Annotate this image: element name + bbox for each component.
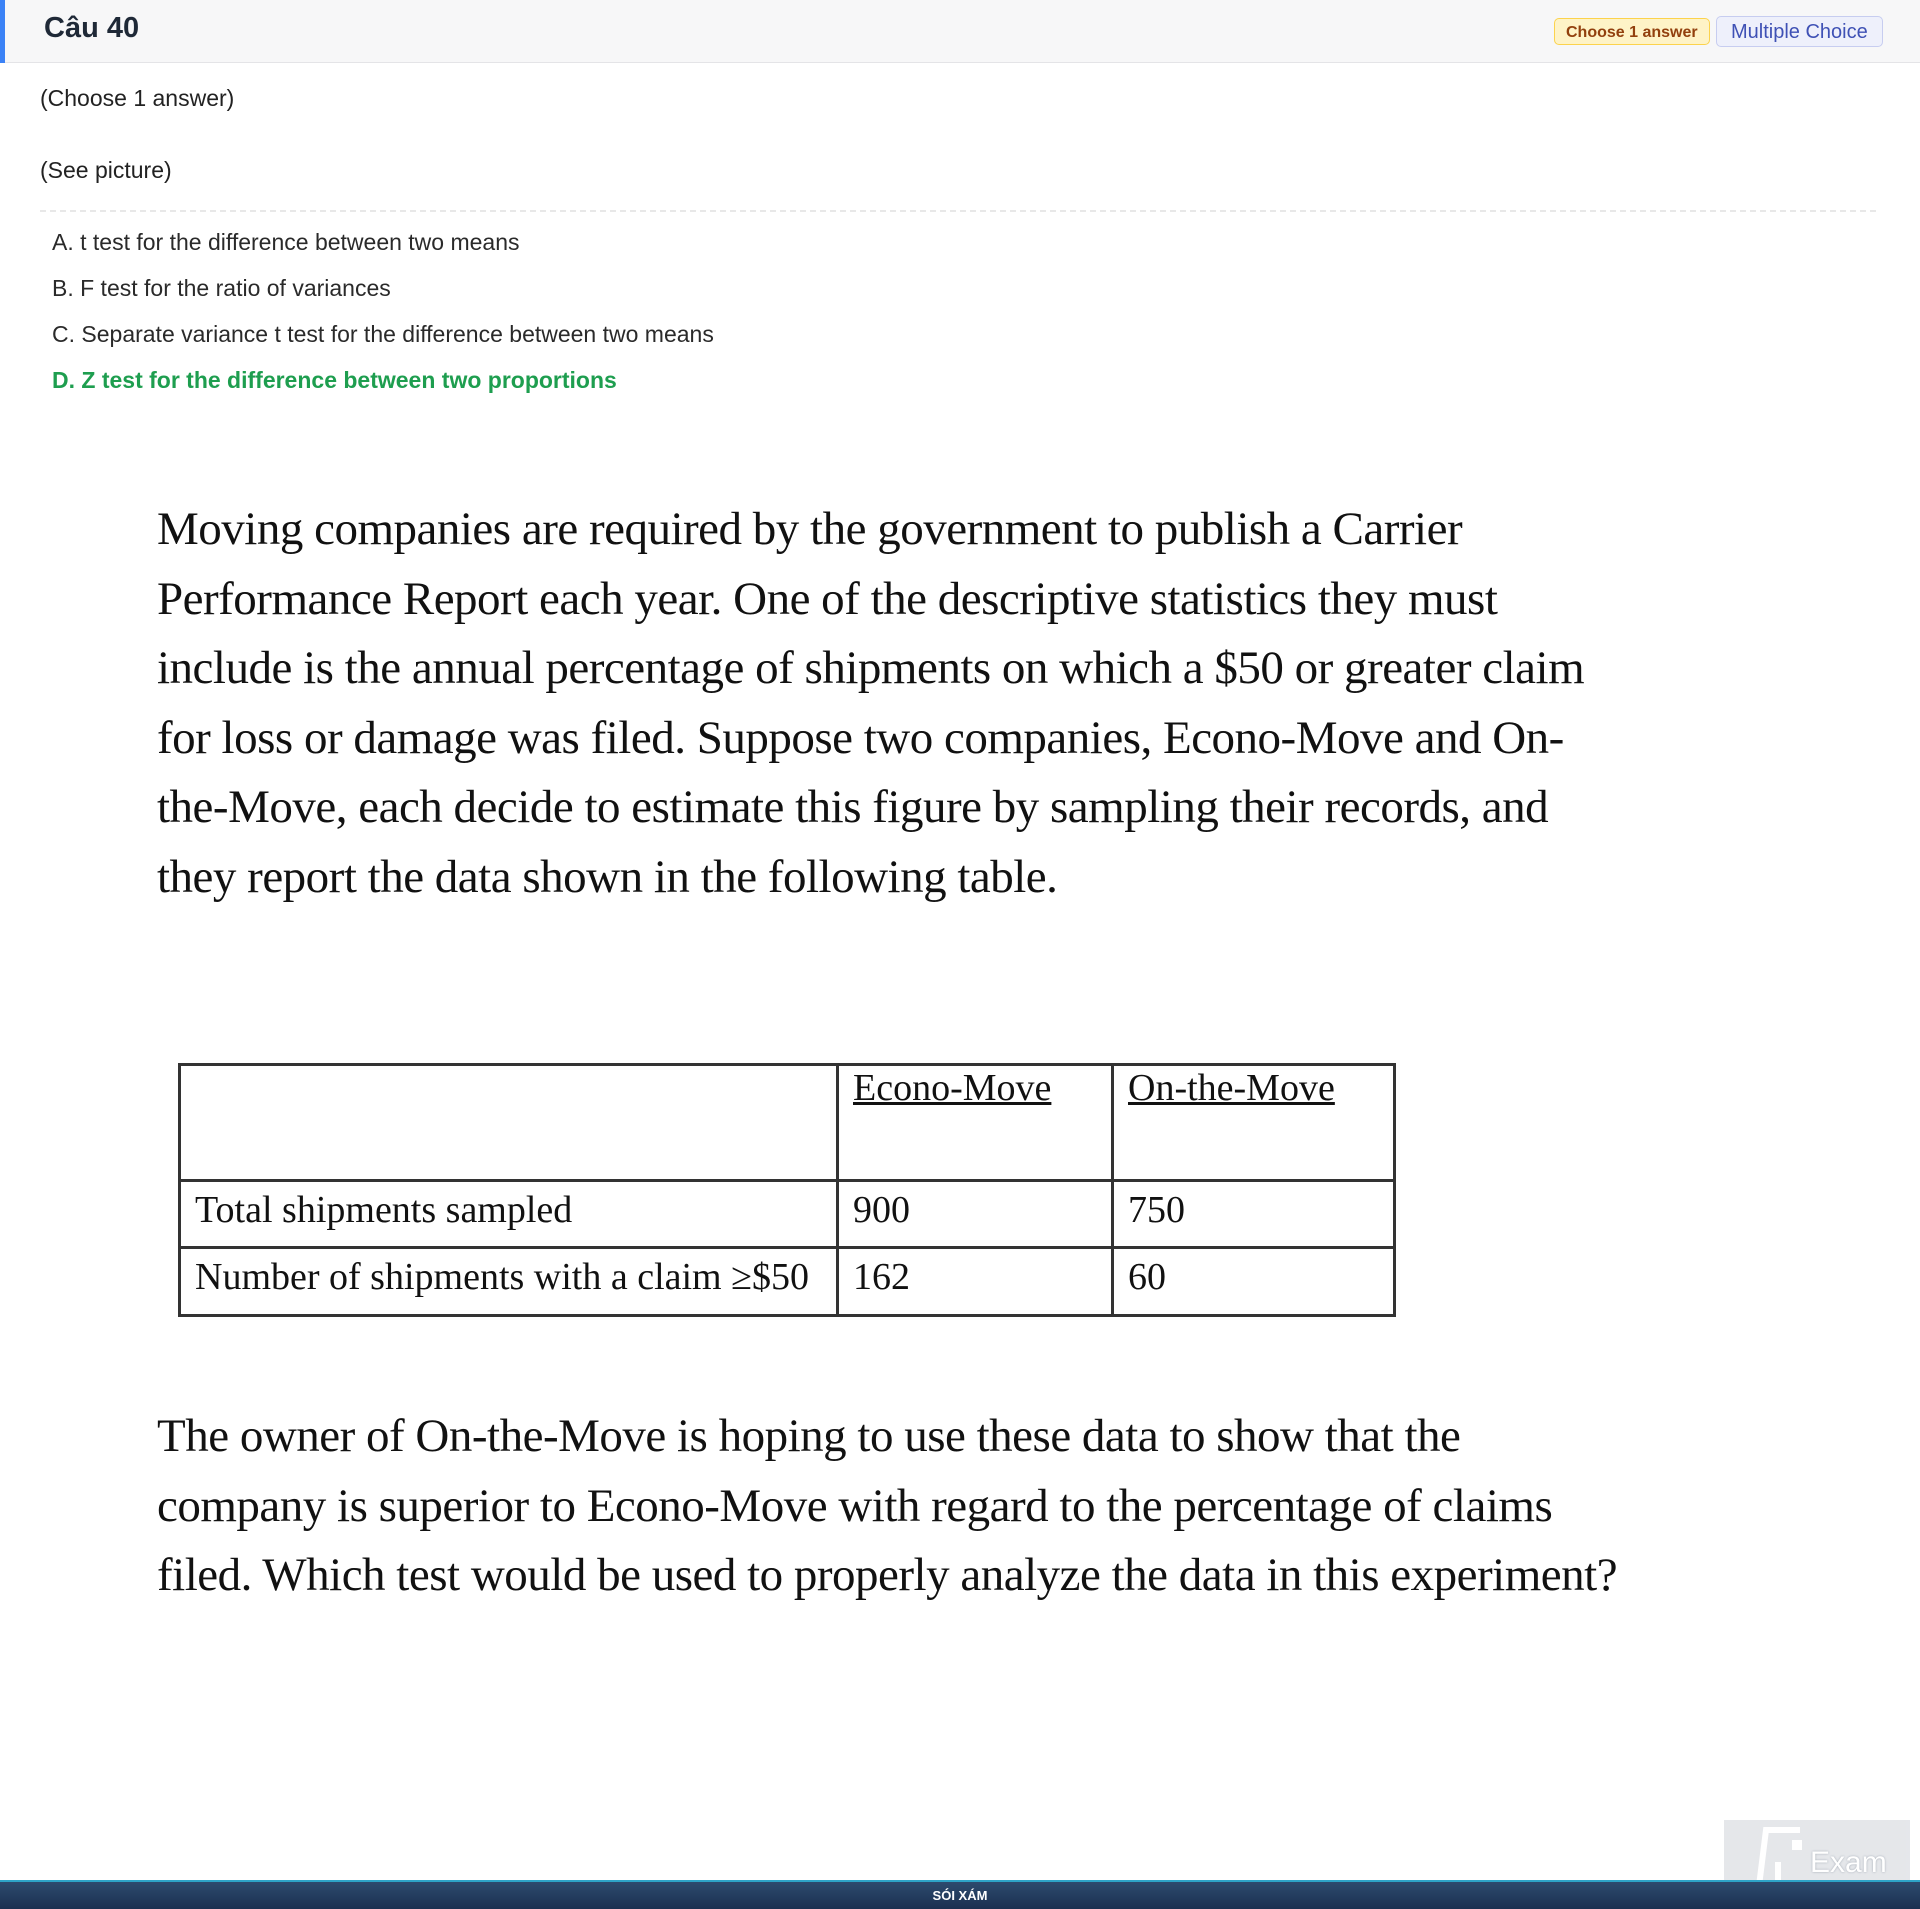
question-header <box>0 0 1920 63</box>
table-cell-value: 900 <box>838 1181 1113 1248</box>
picture-paragraph-question: The owner of On-the-Move is hoping to use these data to show that the company is superior to Econo-Move with regard to the percentage of claims filed. Which test would be used to properly analyze the data in this experiment? <box>157 1410 1618 1601</box>
divider <box>40 210 1876 212</box>
question-picture <box>0 470 1920 1700</box>
choose-instruction: (Choose 1 answer) <box>40 85 235 111</box>
table-header-cell <box>838 1065 1113 1181</box>
header-accent-bar <box>0 0 5 63</box>
option-d-correct[interactable]: D. Z test for the difference between two proportions <box>52 367 617 393</box>
picture-paragraph-intro: Moving companies are required by the government to publish a Carrier Performance Report each year. One of the descriptive statistics they must include is the annual percentage of shipments on which a $50 or greater claim for loss or damage was filed. Suppose two companies, Econo-Move and On-the-Move, each decide to estimate this figure by sampling their records, and they report the data shown in the following table. <box>157 503 1585 903</box>
option-a[interactable]: A. t test for the difference between two means <box>52 229 520 255</box>
table-cell-value: 60 <box>1113 1248 1395 1316</box>
table-header-cell <box>180 1065 838 1181</box>
table-cell-value: 162 <box>838 1248 1113 1316</box>
table-header-cell <box>1113 1065 1395 1181</box>
data-table <box>178 1063 1396 1317</box>
table-cell-label: Number of shipments with a claim ≥$50 <box>180 1248 838 1316</box>
choose-count-badge: Choose 1 answer <box>1554 18 1710 45</box>
footer-text: SÓI XÁM <box>932 1888 988 1903</box>
option-c[interactable]: C. Separate variance t test for the difference between two means <box>52 321 714 347</box>
footer-bar <box>0 1880 1920 1909</box>
table-row <box>180 1181 1395 1248</box>
question-type-badge: Multiple Choice <box>1716 16 1883 47</box>
question-title: Câu 40 <box>44 12 140 44</box>
table-row <box>180 1248 1395 1316</box>
option-b[interactable]: B. F test for the ratio of variances <box>52 275 391 301</box>
table-header-on-the-move: On-the-Move <box>1128 1067 1335 1109</box>
logo-text: Exam <box>1810 1846 1887 1879</box>
table-cell-value: 750 <box>1113 1181 1395 1248</box>
table-header-row <box>180 1065 1395 1181</box>
table-header-econo-move: Econo-Move <box>853 1067 1052 1109</box>
table-cell-label: Total shipments sampled <box>180 1181 838 1248</box>
see-picture-instruction: (See picture) <box>40 157 172 183</box>
